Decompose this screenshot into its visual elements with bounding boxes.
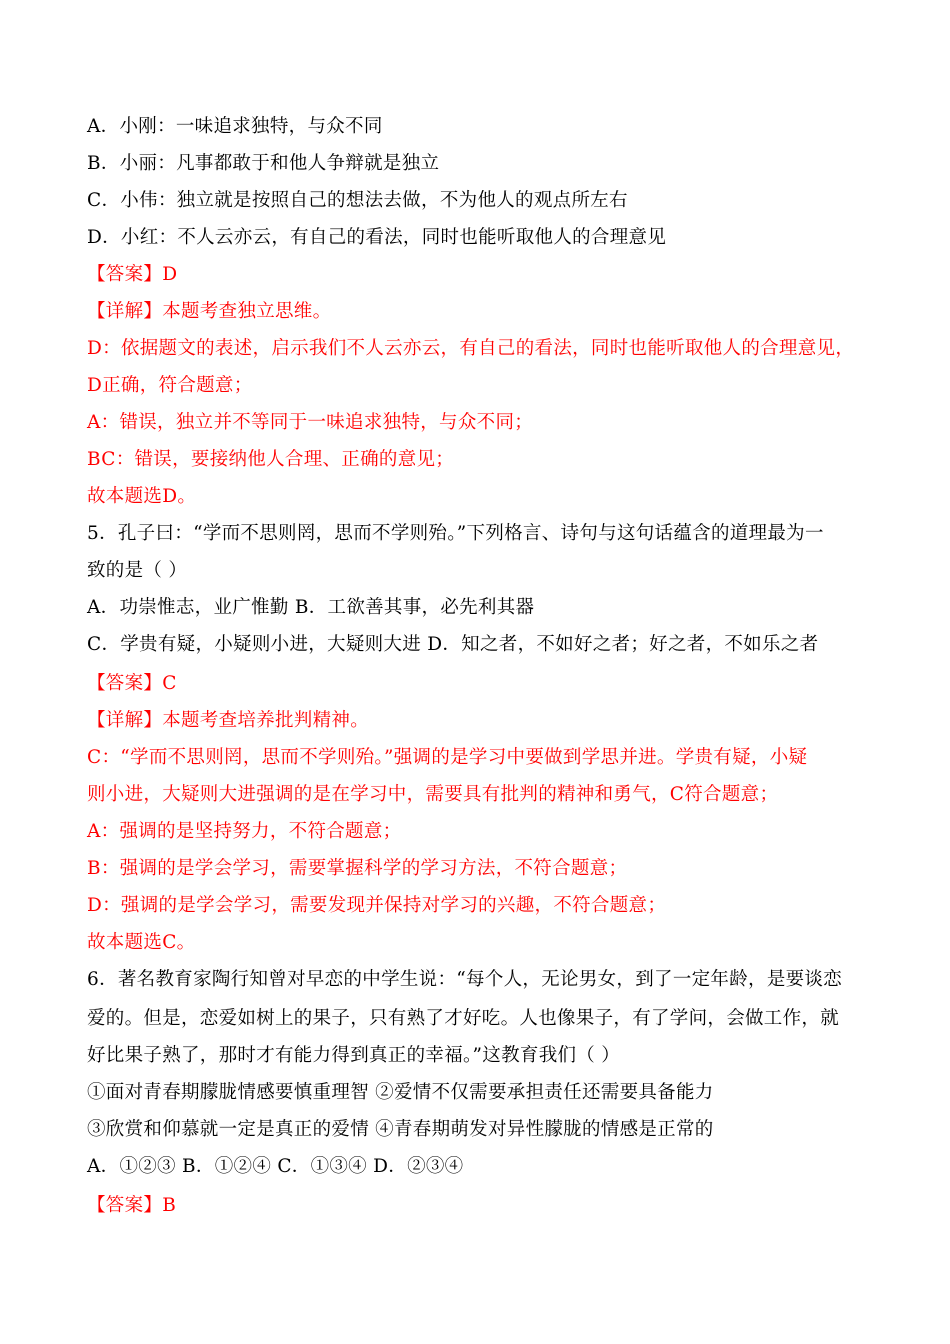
conclusion-line: 故本题选D。 [87,486,197,507]
explanation-line: C：“学而不思则罔，思而不学则殆。”强调的是学习中要做到学思并进。学贵有疑，小疑 [87,747,808,768]
explanation-line: D：依据题文的表述，启示我们不人云亦云，有自己的看法，同时也能听取他人的合理意见， [87,338,855,359]
question-6-options: A．①②③ B．①②④ C．①③④ D．②③④ [87,1156,464,1177]
explanation-line: A：强调的是坚持努力，不符合题意； [87,821,402,842]
explanation-line: D正确，符合题意； [87,375,253,396]
question-5-options-ab: A．功崇惟志，业广惟勤 B．工欲善其事，必先利其器 [87,597,535,618]
question-6-stem-cont: 爱的。但是，恋爱如树上的果子，只有熟了才好吃。人也像果子，有了学问，会做工作，就 [87,1008,840,1029]
question-6-statements-12: ①面对青春期朦胧情感要慎重理智 ②爱情不仅需要承担责任还需要具备能力 [87,1082,714,1103]
explanation-line: A：错误，独立并不等同于一味追求独特，与众不同； [87,412,534,433]
question-5-stem: 5．孔子曰：“学而不思则罔，思而不学则殆。”下列格言、诗句与这句话蕴含的道理最为一 [87,523,824,544]
explanation-line: BC：错误，要接纳他人合理、正确的意见； [87,449,455,470]
explanation-title: 【详解】本题考查培养批判精神。 [87,710,370,731]
question-6-stem: 6．著名教育家陶行知曾对早恋的中学生说：“每个人，无论男女，到了一定年龄，是要谈恋 [87,969,843,990]
explanation-title: 【详解】本题考查独立思维。 [87,301,332,322]
answer-line: 【答案】D [87,264,178,285]
option-b-line: B．小丽：凡事都敢于和他人争辩就是独立 [87,153,440,174]
answer-line: 【答案】B [87,1195,177,1216]
explanation-line: 则小进，大疑则大进强调的是在学习中，需要具有批判的精神和勇气，C符合题意； [87,784,779,805]
option-c-line: C．小伟：独立就是按照自己的想法去做，不为他人的观点所左右 [87,190,628,211]
question-6-stem-cont: 好比果子熟了，那时才有能力得到真正的幸福。”这教育我们（ ） [87,1045,621,1066]
question-6-statements-34: ③欣赏和仰慕就一定是真正的爱情 ④青春期萌发对异性朦胧的情感是正常的 [87,1119,714,1140]
question-5-stem-cont: 致的是（ ） [87,560,188,581]
explanation-line: B：强调的是学会学习，需要掌握科学的学习方法，不符合题意； [87,858,628,879]
explanation-line: D：强调的是学会学习，需要发现并保持对学习的兴趣，不符合题意； [87,895,667,916]
conclusion-line: 故本题选C。 [87,932,196,953]
option-d-line: D．小红：不人云亦云，有自己的看法，同时也能听取他人的合理意见 [87,227,667,248]
option-a-line: A．小刚：一味追求独特，与众不同 [87,116,383,137]
answer-line: 【答案】C [87,673,177,694]
question-5-options-cd: C．学贵有疑，小疑则小进，大疑则大进 D．知之者，不如好之者；好之者，不如乐之者 [87,634,819,655]
